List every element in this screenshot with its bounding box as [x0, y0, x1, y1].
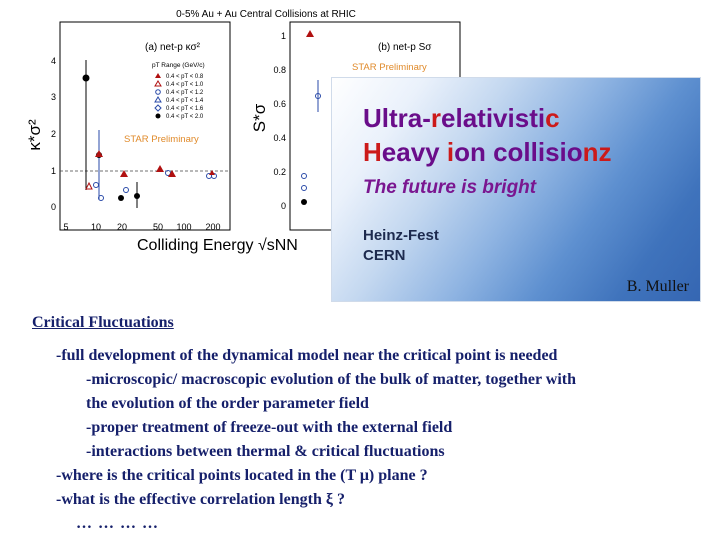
- title-line-1-part-2: r: [430, 103, 442, 133]
- y-label-a: κ*σ²: [25, 119, 44, 151]
- bullet-line-4: -proper treatment of freeze-out with the external field: [86, 419, 453, 436]
- panel-b-label: (b) net-p Sσ: [378, 42, 432, 53]
- section-heading: Critical Fluctuations: [32, 314, 174, 331]
- data-point: [306, 30, 314, 37]
- bullet-line-1: -full development of the dynamical model near the critical point is needed: [56, 347, 558, 364]
- legend-item-1: 0.4 < pT < 0.8: [166, 74, 204, 80]
- bullet-line-2: -microscopic/ macroscopic evolution of the bulk of matter, together with: [86, 371, 577, 388]
- bullet-line-6: -where is the critical points located in the (T μ) plane ?: [56, 467, 428, 484]
- legend: [155, 73, 204, 120]
- bullet-line-7: -what is the effective correlation length ξ ?: [56, 491, 345, 508]
- title-line-1-part-3: elativisti: [441, 103, 546, 133]
- title-line-2-part-2: eavy: [381, 137, 447, 167]
- legend-marker-6: [156, 114, 161, 119]
- y-tick-b-6: 0: [280, 201, 286, 211]
- legend-marker-2: [155, 81, 161, 86]
- legend-marker-3: [156, 90, 161, 95]
- data-point: [134, 193, 140, 199]
- y-tick-a-1: 4: [50, 56, 56, 66]
- legend-item-3: 0.4 < pT < 1.2: [166, 90, 204, 96]
- y-tick-b-5: 0.2: [273, 167, 286, 177]
- legend-marker-5: [155, 105, 161, 111]
- data-point: [95, 150, 103, 157]
- title-line-2-part-3: i: [446, 137, 455, 167]
- legend-item-2: 0.4 < pT < 1.0: [166, 82, 204, 88]
- title-line-2-part-5: nz: [582, 137, 612, 167]
- legend-marker-1: [155, 73, 161, 78]
- data-point: [209, 170, 215, 175]
- title-line-1: [363, 103, 560, 134]
- x-tick-1: 5: [63, 222, 69, 232]
- data-point: [302, 174, 307, 179]
- title-card-subtitle: The future is bright: [363, 177, 537, 198]
- data-point: [302, 186, 307, 191]
- title-line-2-part-4: on collisio: [454, 137, 583, 167]
- bullet-line-3: the evolution of the order parameter field: [86, 395, 369, 412]
- y-tick-a-3: 2: [50, 129, 56, 139]
- data-point: [86, 183, 92, 189]
- title-line-1-part-1: Ultra-: [363, 103, 431, 133]
- markers-panel-b: [301, 30, 321, 205]
- preliminary-b: STAR Preliminary: [352, 62, 427, 73]
- y-ticks-a: [51, 56, 56, 212]
- figure-header: 0-5% Au + Au Central Collisions at RHIC: [176, 9, 356, 20]
- x-tick-6: 200: [205, 222, 221, 232]
- y-label-b: S*σ: [250, 103, 269, 133]
- x-tick-4: 50: [152, 222, 164, 232]
- y-tick-a-5: 0: [50, 202, 56, 212]
- data-point: [301, 199, 307, 205]
- y-ticks-b: [273, 31, 286, 211]
- legend-marker-4: [155, 97, 161, 102]
- x-tick-5: 100: [176, 222, 192, 232]
- legend-item-4: 0.4 < pT < 1.4: [166, 98, 204, 104]
- y-tick-a-4: 1: [50, 166, 56, 176]
- bullet-line-5: -interactions between thermal & critical fluctuations: [86, 443, 445, 460]
- y-tick-b-2: 0.8: [273, 65, 286, 75]
- y-tick-b-1: 1: [280, 31, 286, 41]
- ellipsis-line: … … … …: [76, 515, 159, 532]
- event-name: Heinz-Fest: [363, 227, 439, 244]
- x-tick-2: 10: [90, 222, 102, 232]
- data-point: [118, 195, 124, 201]
- legend-item-6: 0.4 < pT < 2.0: [166, 114, 204, 120]
- data-point: [156, 165, 164, 172]
- data-point: [94, 183, 99, 188]
- title-card: [331, 77, 701, 302]
- y-tick-b-4: 0.4: [273, 133, 286, 143]
- title-line-1-part-4: c: [545, 103, 560, 133]
- data-point: [124, 188, 129, 193]
- event-location: CERN: [363, 247, 406, 264]
- author-name: B. Muller: [626, 278, 689, 295]
- x-axis-label: Colliding Energy √sNN: [137, 237, 298, 254]
- legend-item-5: 0.4 < pT < 1.6: [166, 106, 204, 112]
- preliminary-a: STAR Preliminary: [124, 134, 199, 145]
- legend-title: pT Range (GeV/c): [152, 62, 205, 69]
- panel-a-label: (a) net-p κσ²: [145, 42, 200, 53]
- y-tick-b-3: 0.6: [273, 99, 286, 109]
- data-point: [83, 75, 90, 82]
- y-tick-a-2: 3: [50, 92, 56, 102]
- x-tick-3: 20: [116, 222, 128, 232]
- title-line-2-part-1: H: [363, 137, 382, 167]
- title-line-2: [363, 137, 612, 168]
